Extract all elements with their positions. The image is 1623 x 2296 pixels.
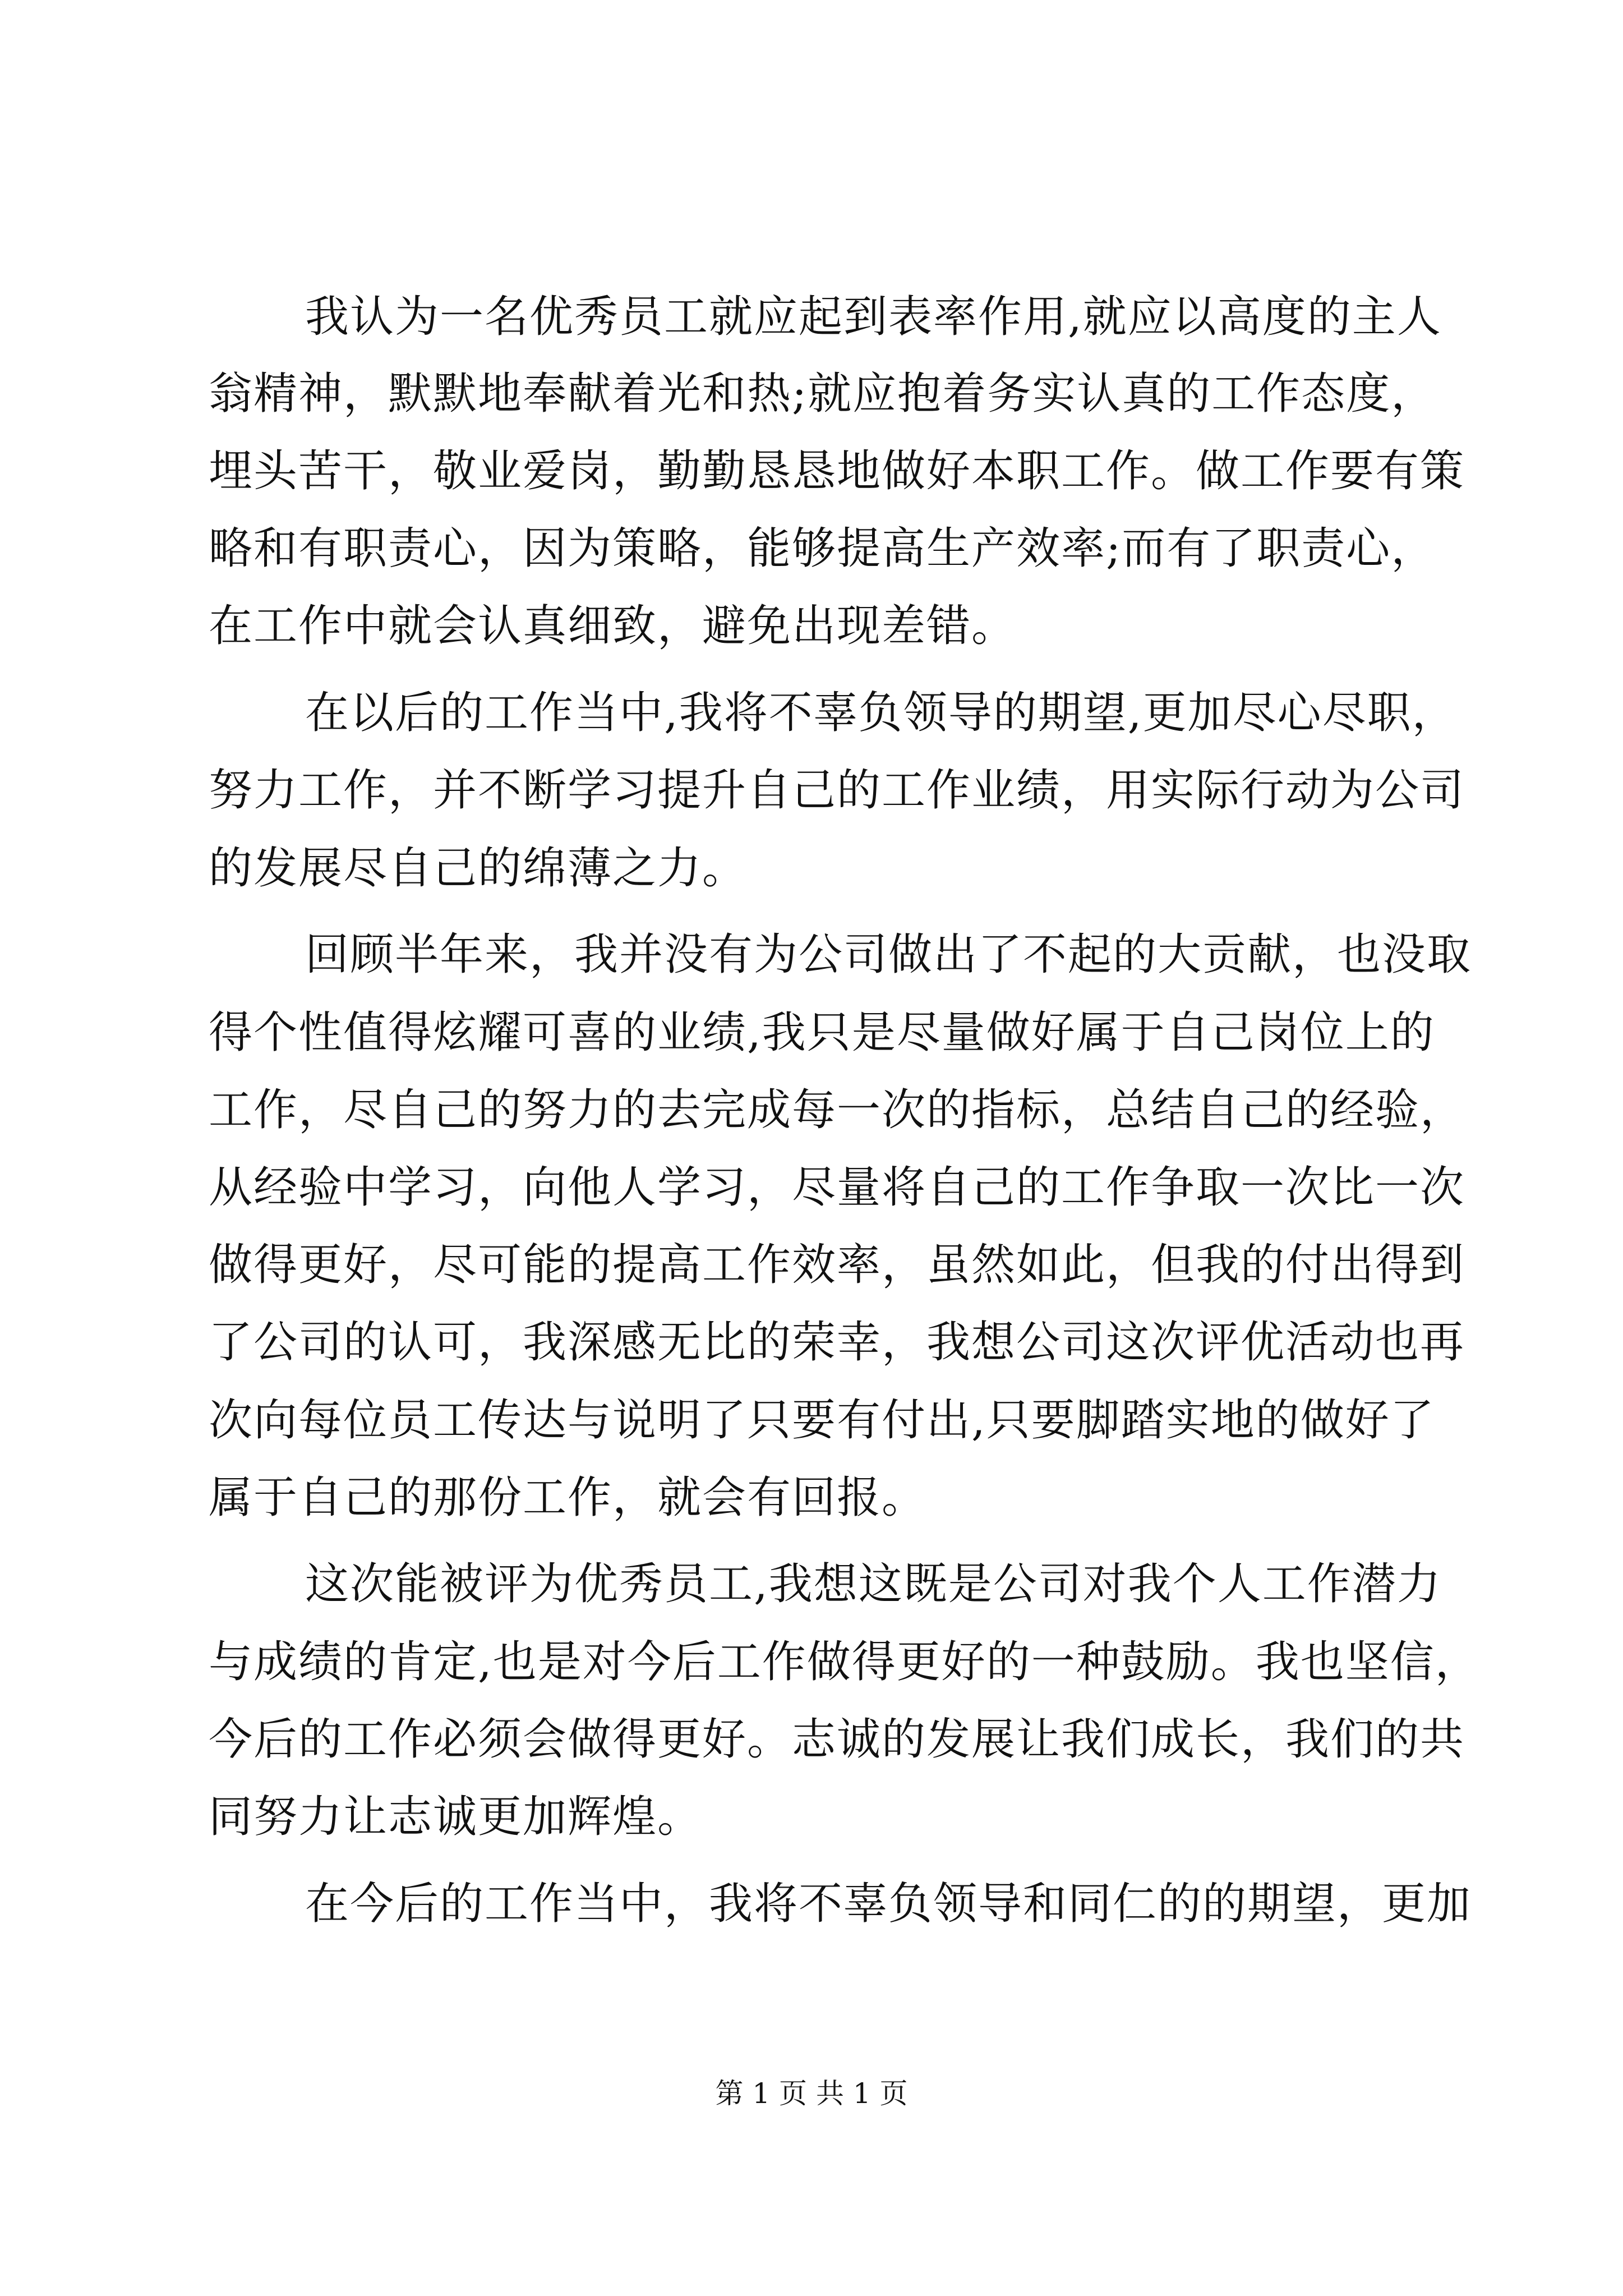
text-line: 的发展尽自己的绵薄之力。 bbox=[209, 843, 748, 894]
text-line: 在今后的工作当中，我将不辜负领导和同仁的的期望，更加 bbox=[305, 1879, 1472, 1929]
text-line: 得个性值得炫耀可喜的业绩,我只是尽量做好属于自己岗位上的 bbox=[209, 1007, 1435, 1058]
text-line: 我认为一名优秀员工就应起到表率作用,就应以高度的主人 bbox=[305, 292, 1442, 342]
text-line: 从经验中学习，向他人学习，尽量将自己的工作争取一次比一次 bbox=[209, 1162, 1465, 1213]
text-line: 在工作中就会认真细致，避免出现差错。 bbox=[209, 601, 1017, 651]
text-line: 了公司的认可，我深感无比的荣幸，我想公司这次评优活动也再 bbox=[209, 1317, 1465, 1368]
text-line: 略和有职责心，因为策略，能够提高生产效率;而有了职责心， bbox=[209, 523, 1436, 574]
text-line: 回顾半年来，我并没有为公司做出了不起的大贡献，也没取 bbox=[305, 930, 1472, 980]
text-line: 属于自己的那份工作，就会有回报。 bbox=[209, 1473, 927, 1523]
text-line: 埋头苦干，敬业爱岗，勤勤恳恳地做好本职工作。做工作要有策 bbox=[209, 446, 1465, 496]
text-line: 今后的工作必须会做得更好。志诚的发展让我们成长，我们的共 bbox=[209, 1714, 1465, 1765]
text-line: 次向每位员工传达与说明了只要有付出,只要脚踏实地的做好了 bbox=[209, 1395, 1435, 1446]
text-line: 与成绩的肯定,也是对今后工作做得更好的一种鼓励。我也坚信， bbox=[209, 1637, 1480, 1687]
text-line: 工作，尽自己的努力的去完成每一次的指标，总结自己的经验， bbox=[209, 1085, 1465, 1135]
text-line: 同努力让志诚更加辉煌。 bbox=[209, 1792, 703, 1842]
page-footer: 第 1 页 共 1 页 bbox=[715, 2077, 908, 2110]
text-line: 翁精神，默默地奉献着光和热;就应抱着务实认真的工作态度， bbox=[209, 369, 1436, 419]
text-line: 做得更好，尽可能的提高工作效率，虽然如此，但我的付出得到 bbox=[209, 1240, 1465, 1290]
text-line: 这次能被评为优秀员工,我想这既是公司对我个人工作潜力 bbox=[305, 1559, 1442, 1609]
text-line: 在以后的工作当中,我将不辜负领导的期望,更加尽心尽职， bbox=[305, 688, 1457, 738]
text-line: 努力工作，并不断学习提升自己的工作业绩，用实际行动为公司 bbox=[209, 765, 1465, 816]
